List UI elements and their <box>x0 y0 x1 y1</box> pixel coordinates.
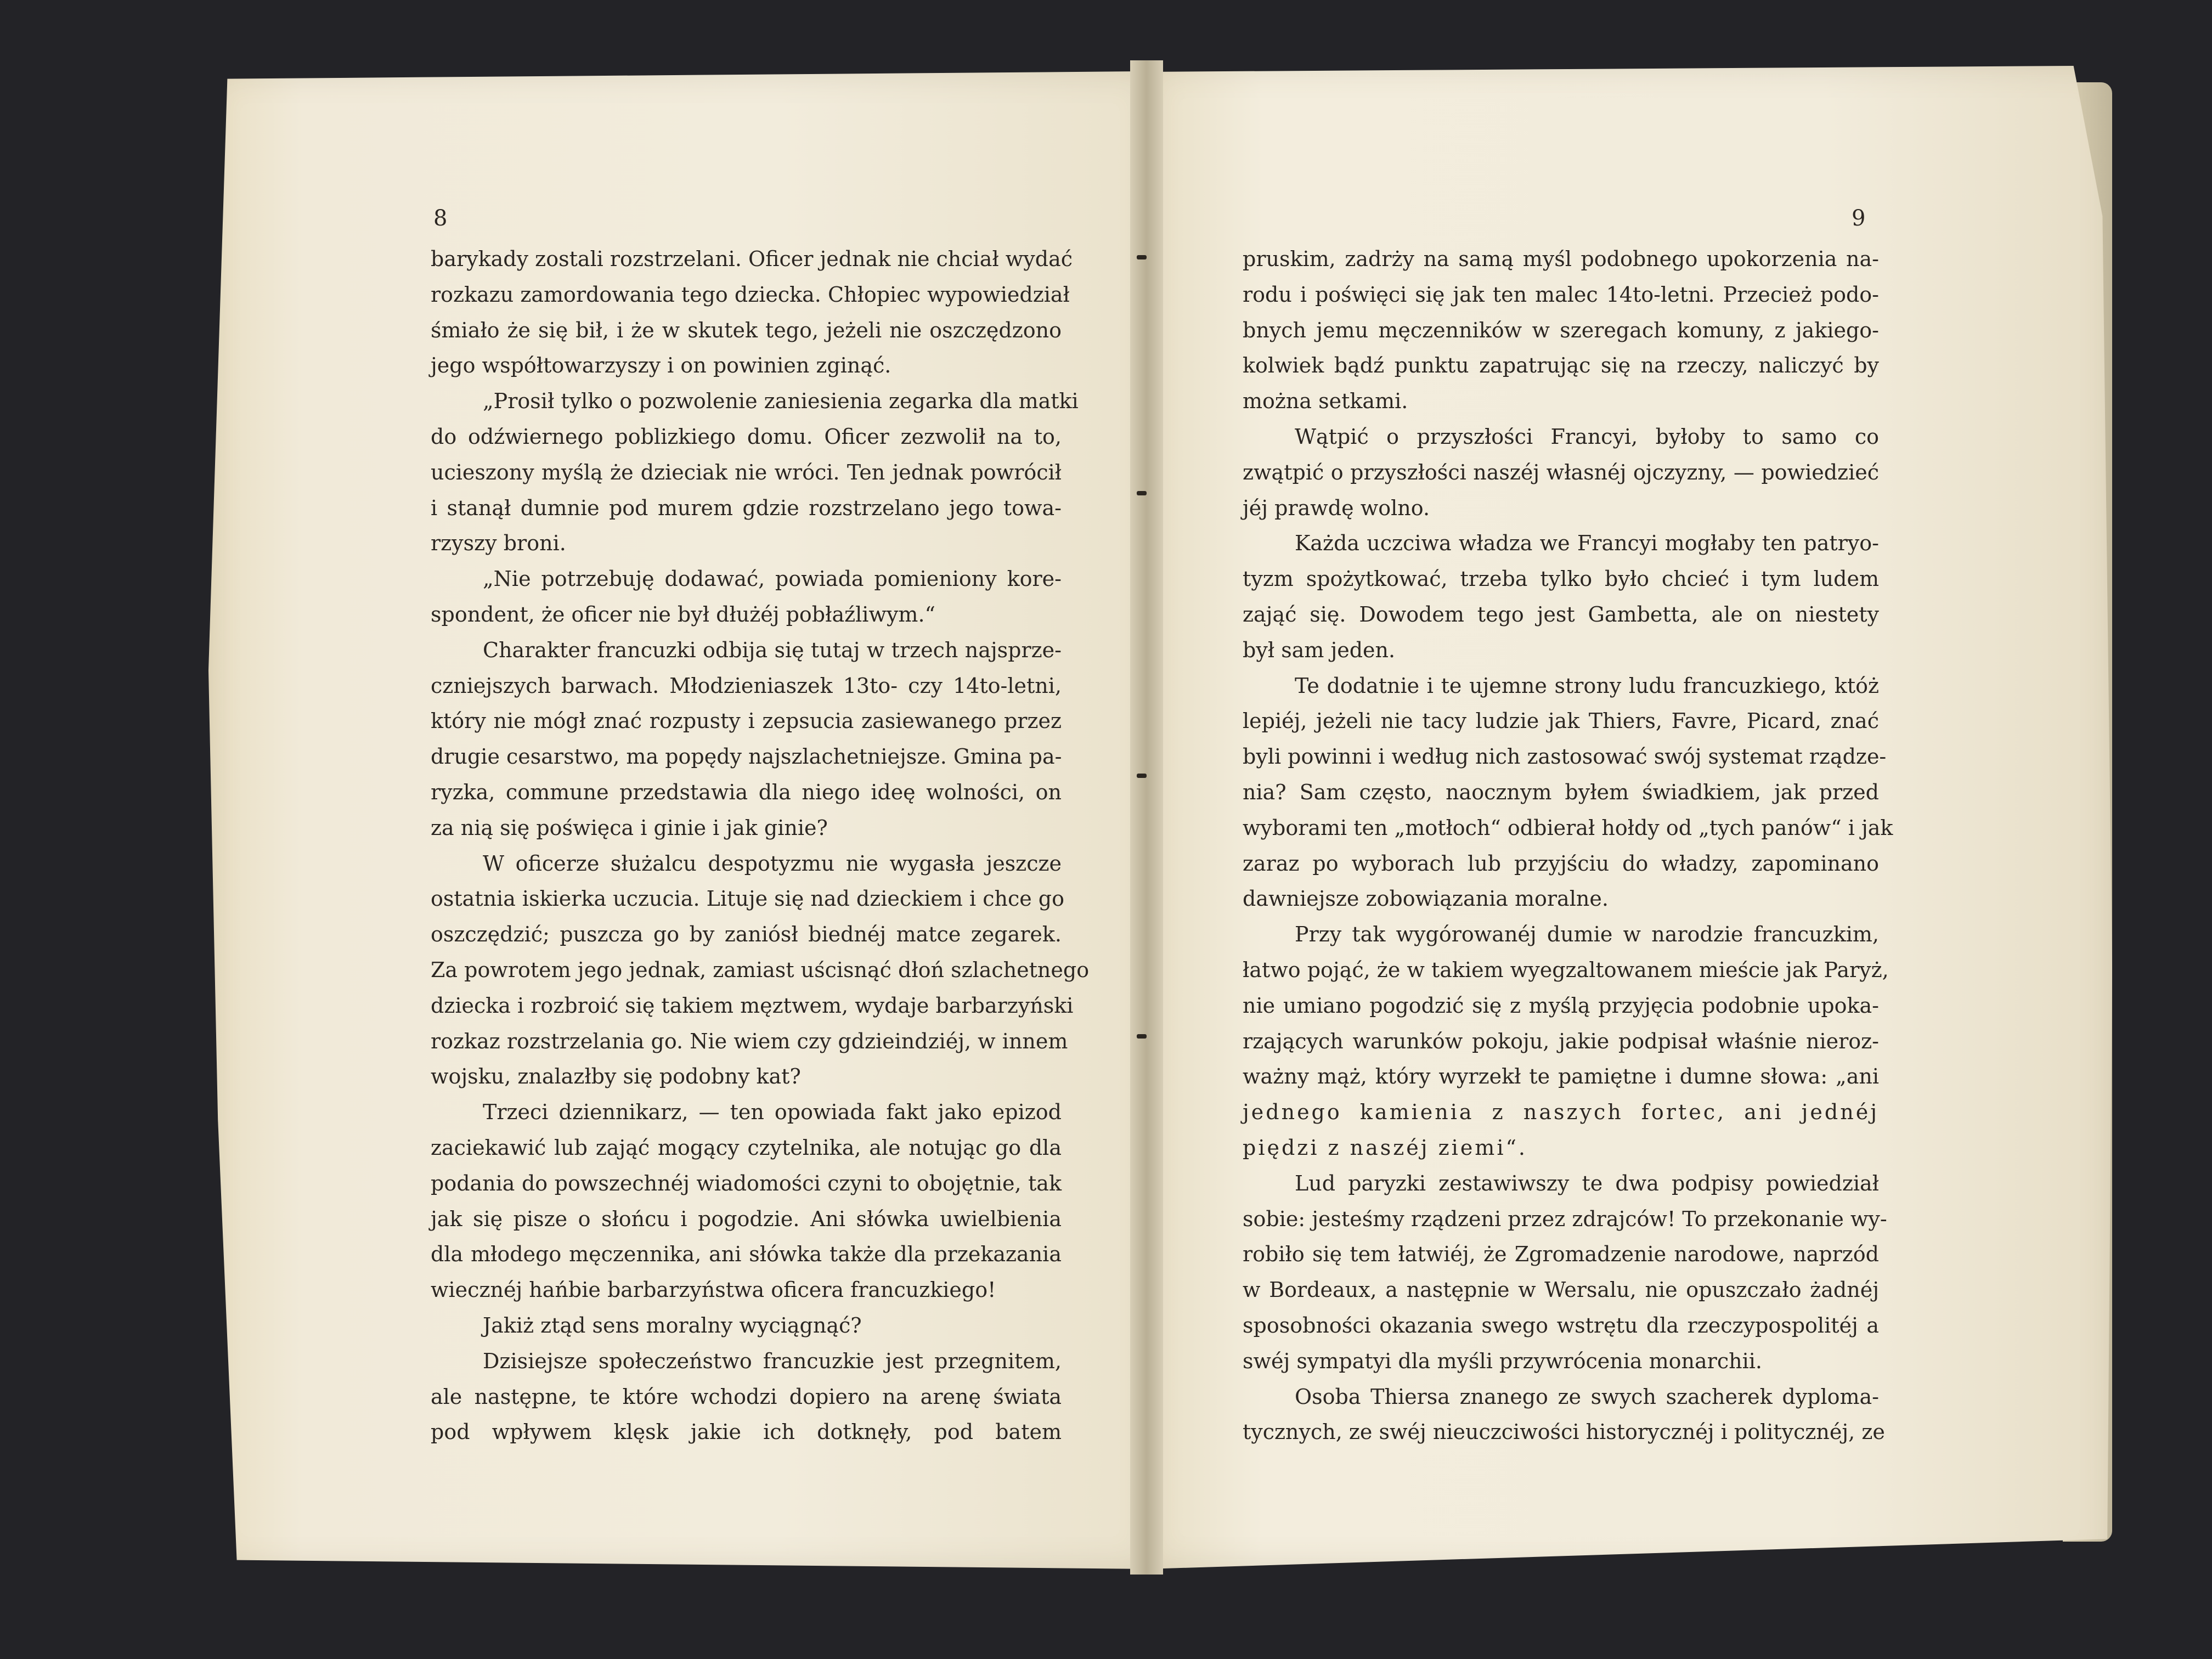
text-line: podania do powszechnéj wiadomości czyni to obojętnie, tak <box>431 1171 1062 1195</box>
text-line: wyborami ten „motłoch“ odbierał hołdy od „tych panów“ i jak <box>1243 815 1893 840</box>
text-line: pruskim, zadrży na samą myśl podobnego upokorzenia na- <box>1243 247 1879 271</box>
text-line: „Nie potrzebuję dodawać, powiada pomieniony kore- <box>483 567 1062 591</box>
text-line: można setkami. <box>1243 389 1408 414</box>
text-line: jéj prawdę wolno. <box>1243 495 1430 520</box>
page-number-left: 8 <box>433 206 448 231</box>
text-line: wiecznéj hańbie barbarzyństwa oficera francuzkiego! <box>431 1278 996 1302</box>
text-line: swéj sympatyi dla myśli przywrócenia monarchii. <box>1243 1348 1762 1373</box>
text-line: Te dodatnie i te ujemne strony ludu francuzkiego, któż <box>1295 673 1879 698</box>
text-line: sposobności okazania swego wstrętu dla rzeczypospolitéj a <box>1243 1313 1879 1338</box>
text-line: drugie cesarstwo, ma popędy najszlachetniejsze. Gmina pa- <box>431 744 1062 769</box>
text-line: barykady zostali rozstrzelani. Oficer jednak nie chciał wydać <box>431 247 1073 271</box>
book-gutter <box>1130 60 1163 1575</box>
text-line: był sam jeden. <box>1243 637 1396 662</box>
text-line: Osoba Thiersa znanego ze swych szacherek dyploma- <box>1295 1384 1879 1409</box>
text-line: rozkaz rozstrzelania go. Nie wiem czy gdzieindziéj, w innem <box>431 1029 1068 1053</box>
text-line: Wątpić o przyszłości Francyi, byłoby to samo co <box>1295 424 1879 449</box>
text-line: do odźwiernego poblizkiego domu. Oficer zezwolił na to, <box>431 424 1062 449</box>
text-line: rzających warunków pokoju, jakie podpisał właśnie nieroz- <box>1243 1029 1879 1053</box>
text-line: zaraz po wyborach lub przyjściu do władzy, zapominano <box>1243 851 1879 876</box>
text-line: nie umiano pogodzić się z myślą przyjęcia podobnie upoka- <box>1243 993 1879 1018</box>
text-line: Lud paryzki zestawiwszy te dwa podpisy powiedział <box>1295 1171 1879 1195</box>
text-line: dawniejsze zobowiązania moralne. <box>1243 887 1609 911</box>
text-line: czniejszych barwach. Młodzieniaszek 13to- czy 14to-letni, <box>431 673 1062 698</box>
text-line: W oficerze służalcu despotyzmu nie wygasła jeszcze <box>483 851 1062 876</box>
text-line: śmiało że się bił, i że w skutek tego, jeżeli nie oszczędzono <box>431 318 1062 342</box>
text-line: byli powinni i według nich zastosować swój systemat rządze- <box>1243 744 1887 769</box>
text-line: ryzka, commune przedstawia dla niego ideę wolności, on <box>431 780 1062 804</box>
text-line: robiło się tem łatwiéj, że Zgromadzenie narodowe, naprzód <box>1243 1242 1879 1267</box>
text-line: dziecka i rozbroić się takiem męztwem, wydaje barbarzyński <box>431 993 1074 1018</box>
text-line: zaciekawić lub zająć mogący czytelnika, ale notując go dla <box>431 1135 1062 1160</box>
text-line: zająć się. Dowodem tego jest Gambetta, ale on niestety <box>1243 602 1879 627</box>
left-page-text <box>431 241 1090 1450</box>
text-line: spondent, że oficer nie był dłużéj pobłaźliwym.“ <box>431 602 935 627</box>
text-line: Jakiż ztąd sens moralny wyciągnąć? <box>483 1313 862 1338</box>
text-line: dla młodego męczennika, ani słówka także dla przekazania <box>431 1242 1062 1267</box>
text-line: który nie mógł znać rozpusty i zepsucia zasiewanego przez <box>431 709 1062 733</box>
text-line: jednego kamienia z naszych fortec, ani jednéj <box>1243 1100 1879 1125</box>
text-line: kolwiek bądź punktu zapatrując się na rzeczy, naliczyć by <box>1243 353 1879 378</box>
text-line: zwątpić o przyszłości naszéj własnéj ojczyzny, — powiedzieć <box>1243 460 1879 484</box>
text-line: Każda uczciwa władza we Francyi mogłaby ten patryo- <box>1295 531 1879 556</box>
text-line: Trzeci dziennikarz, — ten opowiada fakt jako epizod <box>483 1100 1062 1125</box>
text-line: bnych jemu męczenników w szeregach komuny, z jakiego- <box>1243 318 1879 342</box>
text-line: łatwo pojąć, że w takiem wyegzaltowanem mieście jak Paryż, <box>1243 957 1889 982</box>
text-line: i stanął dumnie pod murem gdzie rozstrzelano jego towa- <box>431 495 1062 520</box>
text-line: tycznych, ze swéj nieuczciwości historycznéj i politycznéj, ze <box>1243 1420 1885 1444</box>
binding-stitch <box>1137 255 1147 259</box>
text-line: jego współtowarzyszy i on powinien zginąć. <box>431 353 891 378</box>
text-line: jak się pisze o słońcu i pogodzie. Ani słówka uwielbienia <box>431 1206 1062 1231</box>
text-line: nia? Sam często, naocznym byłem świadkiem, jak przed <box>1243 780 1879 804</box>
text-line: za nią się poświęca i ginie i jak ginie? <box>431 815 828 840</box>
right-page-text <box>1243 241 1893 1450</box>
binding-stitch <box>1137 491 1147 495</box>
text-line: ucieszony myślą że dzieciak nie wróci. Ten jednak powrócił <box>431 460 1062 484</box>
text-line: sobie: jesteśmy rządzeni przez zdrajców! To przekonanie wy- <box>1243 1206 1887 1231</box>
text-line: Za powrotem jego jednak, zamiast uścisnąć dłoń szlachetnego <box>431 957 1090 982</box>
text-line: wojsku, znalazłby się podobny kat? <box>431 1064 801 1089</box>
text-line: ale następne, te które wchodzi dopiero na arenę świata <box>431 1384 1062 1409</box>
text-line: lepiéj, jeżeli nie tacy ludzie jak Thiers, Favre, Picard, znać <box>1243 709 1879 733</box>
text-line: Charakter francuzki odbija się tutaj w trzech najsprze- <box>483 637 1062 662</box>
text-line: Dzisiejsze społeczeństwo francuzkie jest przegnitem, <box>483 1348 1062 1373</box>
text-line: piędzi z naszéj ziemi“. <box>1243 1135 1527 1160</box>
text-line: Przy tak wygórowanéj dumie w narodzie francuzkim, <box>1295 922 1879 947</box>
text-line: „Prosił tylko o pozwolenie zaniesienia zegarka dla matki <box>483 389 1079 414</box>
text-line: oszczędzić; puszcza go by zaniósł biednéj matce zegarek. <box>431 922 1062 947</box>
text-line: tyzm spożytkować, trzeba tylko było chcieć i tym ludem <box>1243 567 1879 591</box>
text-line: rozkazu zamordowania tego dziecka. Chłopiec wypowiedział <box>431 282 1070 307</box>
text-line: rzyszy broni. <box>431 531 566 556</box>
text-line: w Bordeaux, a następnie w Wersalu, nie opuszczało żadnéj <box>1243 1278 1879 1302</box>
binding-stitch <box>1137 1034 1147 1039</box>
text-line: rodu i poświęci się jak ten malec 14to-letni. Przecież podo- <box>1243 282 1879 307</box>
text-line: ważny mąż, który wyrzekł te pamiętne i dumne słowa: „ani <box>1243 1064 1879 1089</box>
page-number-right: 9 <box>1852 206 1866 231</box>
binding-stitch <box>1137 774 1147 778</box>
text-line: ostatnia iskierka uczucia. Lituje się nad dzieckiem i chce go <box>431 887 1065 911</box>
text-line: pod wpływem klęsk jakie ich dotknęły, pod batem <box>431 1420 1062 1444</box>
